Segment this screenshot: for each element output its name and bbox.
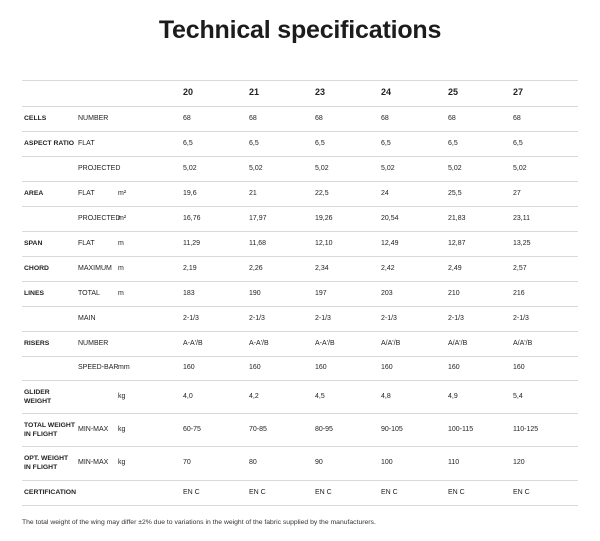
page-title: Technical specifications bbox=[158, 16, 442, 44]
table-cell: 70 bbox=[183, 459, 191, 466]
table-cell: 2,19 bbox=[183, 265, 197, 272]
table-cell: 2,57 bbox=[513, 265, 527, 272]
table-cell: 2,42 bbox=[381, 265, 395, 272]
row-label: GLIDER WEIGHT bbox=[24, 389, 52, 405]
table-cell: EN C bbox=[448, 489, 465, 496]
table-cell: 110 bbox=[448, 459, 460, 466]
table-cell: 23,11 bbox=[513, 215, 530, 222]
size-header-20: 20 bbox=[183, 87, 194, 97]
table-cell: 5,02 bbox=[249, 165, 263, 172]
table-cell: 160 bbox=[381, 364, 393, 371]
table-cell: 5,02 bbox=[183, 165, 197, 172]
table-cell: EN C bbox=[183, 489, 200, 496]
table-cell: 68 bbox=[448, 115, 456, 122]
row-divider bbox=[22, 505, 578, 506]
table-cell: 4,0 bbox=[183, 393, 193, 400]
row-unit: kg bbox=[118, 459, 126, 466]
table-cell: 22,5 bbox=[315, 190, 329, 197]
size-header-25: 25 bbox=[448, 87, 459, 97]
table-cell: 16,76 bbox=[183, 215, 201, 222]
table-cell: 90-105 bbox=[381, 426, 403, 433]
row-divider bbox=[22, 356, 578, 357]
table-cell: 203 bbox=[381, 290, 393, 297]
table-cell: 21,83 bbox=[448, 215, 466, 222]
table-cell: 24 bbox=[381, 190, 389, 197]
row-unit: m bbox=[118, 240, 124, 247]
size-header-24: 24 bbox=[381, 87, 392, 97]
table-cell: 70-85 bbox=[249, 426, 267, 433]
table-cell: 100-115 bbox=[448, 426, 474, 433]
table-cell: A/A'/B bbox=[381, 340, 401, 347]
row-sublabel: MAIN bbox=[78, 315, 96, 322]
size-header-21: 21 bbox=[249, 87, 260, 97]
table-cell: 6,5 bbox=[183, 140, 193, 147]
row-label: RISERS bbox=[24, 340, 50, 347]
row-label: AREA bbox=[24, 190, 44, 197]
table-cell: 20,54 bbox=[381, 215, 399, 222]
table-cell: 19,26 bbox=[315, 215, 333, 222]
table-cell: 4,9 bbox=[448, 393, 458, 400]
row-unit: kg bbox=[118, 393, 126, 400]
row-sublabel: FLAT bbox=[78, 190, 95, 197]
table-cell: A-A'/B bbox=[249, 340, 269, 347]
table-cell: 100 bbox=[381, 459, 393, 466]
size-header-27: 27 bbox=[513, 87, 524, 97]
row-sublabel: SPEED-BAR bbox=[78, 364, 119, 371]
table-cell: 120 bbox=[513, 459, 525, 466]
row-sublabel: MIN-MAX bbox=[78, 426, 109, 433]
table-cell: 27 bbox=[513, 190, 521, 197]
table-cell: A-A'/B bbox=[315, 340, 335, 347]
row-divider bbox=[22, 306, 578, 307]
row-unit: m² bbox=[118, 190, 127, 197]
table-cell: 12,10 bbox=[315, 240, 333, 247]
row-label: CELLS bbox=[24, 115, 47, 122]
row-divider bbox=[22, 80, 578, 81]
table-cell: 5,02 bbox=[381, 165, 395, 172]
row-sublabel: FLAT bbox=[78, 240, 95, 247]
row-divider bbox=[22, 106, 578, 107]
row-label: ASPECT RATIO bbox=[24, 140, 75, 147]
table-cell: 5,02 bbox=[448, 165, 462, 172]
table-cell: 25,5 bbox=[448, 190, 462, 197]
table-cell: 6,5 bbox=[381, 140, 391, 147]
table-cell: 80 bbox=[249, 459, 257, 466]
row-sublabel: FLAT bbox=[78, 140, 95, 147]
row-sublabel: MIN-MAX bbox=[78, 459, 109, 466]
table-cell: 160 bbox=[513, 364, 525, 371]
table-cell: 4,2 bbox=[249, 393, 259, 400]
row-divider bbox=[22, 480, 578, 481]
row-divider bbox=[22, 446, 578, 447]
row-divider bbox=[22, 131, 578, 132]
table-cell: 68 bbox=[249, 115, 257, 122]
row-divider bbox=[22, 181, 578, 182]
table-cell: EN C bbox=[315, 489, 332, 496]
table-cell: 210 bbox=[448, 290, 460, 297]
row-sublabel: PROJECTED bbox=[78, 215, 121, 222]
table-cell: 183 bbox=[183, 290, 195, 297]
table-cell: 197 bbox=[315, 290, 327, 297]
table-cell: 68 bbox=[513, 115, 521, 122]
row-unit: kg bbox=[118, 426, 126, 433]
row-label: TOTAL WEIGHT IN FLIGHT bbox=[24, 422, 75, 438]
table-cell: 12,49 bbox=[381, 240, 399, 247]
row-divider bbox=[22, 256, 578, 257]
table-cell: 2-1/3 bbox=[448, 315, 464, 322]
row-divider bbox=[22, 206, 578, 207]
table-cell: 160 bbox=[315, 364, 327, 371]
table-cell: 160 bbox=[448, 364, 460, 371]
table-cell: 2,34 bbox=[315, 265, 329, 272]
row-unit: mm bbox=[118, 364, 130, 371]
table-cell: A/A'/B bbox=[513, 340, 533, 347]
table-cell: 5,02 bbox=[513, 165, 527, 172]
table-cell: A-A'/B bbox=[183, 340, 203, 347]
table-cell: 68 bbox=[381, 115, 389, 122]
table-cell: 6,5 bbox=[513, 140, 523, 147]
row-label: SPAN bbox=[24, 240, 43, 247]
row-unit: m² bbox=[118, 215, 127, 222]
table-cell: 80-95 bbox=[315, 426, 333, 433]
table-cell: 19,6 bbox=[183, 190, 197, 197]
row-sublabel: TOTAL bbox=[78, 290, 100, 297]
row-label: CHORD bbox=[24, 265, 49, 272]
table-cell: 60-75 bbox=[183, 426, 201, 433]
row-sublabel: PROJECTED bbox=[78, 165, 121, 172]
row-label: OPT. WEIGHT IN FLIGHT bbox=[24, 455, 69, 471]
table-cell: 2-1/3 bbox=[513, 315, 529, 322]
row-unit: m bbox=[118, 290, 124, 297]
table-cell: 11,29 bbox=[183, 240, 200, 247]
table-cell: 90 bbox=[315, 459, 323, 466]
row-divider bbox=[22, 380, 578, 381]
table-cell: 110-125 bbox=[513, 426, 539, 433]
table-cell: 2-1/3 bbox=[183, 315, 199, 322]
table-cell: 216 bbox=[513, 290, 525, 297]
row-divider bbox=[22, 156, 578, 157]
row-divider bbox=[22, 331, 578, 332]
row-divider bbox=[22, 231, 578, 232]
table-cell: 6,5 bbox=[315, 140, 325, 147]
table-cell: 21 bbox=[249, 190, 257, 197]
table-cell: 4,8 bbox=[381, 393, 391, 400]
table-cell: 12,87 bbox=[448, 240, 466, 247]
table-cell: EN C bbox=[249, 489, 266, 496]
table-cell: 5,4 bbox=[513, 393, 523, 400]
table-cell: EN C bbox=[513, 489, 530, 496]
table-cell: 160 bbox=[249, 364, 261, 371]
footnote: The total weight of the wing may differ ±2% due to variations in the weight of the fabric supplied by the manufacturers. bbox=[22, 519, 376, 526]
table-cell: 190 bbox=[249, 290, 261, 297]
table-cell: 2,49 bbox=[448, 265, 462, 272]
row-sublabel: MAXIMUM bbox=[78, 265, 112, 272]
row-label: LINES bbox=[24, 290, 45, 297]
table-cell: A/A'/B bbox=[448, 340, 468, 347]
table-cell: 2,26 bbox=[249, 265, 263, 272]
row-unit: m bbox=[118, 265, 124, 272]
row-divider bbox=[22, 281, 578, 282]
row-sublabel: NUMBER bbox=[78, 340, 109, 347]
table-cell: 17,97 bbox=[249, 215, 267, 222]
table-cell: 68 bbox=[183, 115, 191, 122]
table-cell: 6,5 bbox=[448, 140, 458, 147]
row-sublabel: NUMBER bbox=[78, 115, 109, 122]
table-cell: 68 bbox=[315, 115, 323, 122]
table-cell: 4,5 bbox=[315, 393, 325, 400]
table-cell: 2-1/3 bbox=[249, 315, 265, 322]
size-header-23: 23 bbox=[315, 87, 326, 97]
table-cell: 2-1/3 bbox=[315, 315, 331, 322]
row-divider bbox=[22, 413, 578, 414]
table-cell: 13,25 bbox=[513, 240, 531, 247]
table-cell: 11,68 bbox=[249, 240, 266, 247]
table-cell: 160 bbox=[183, 364, 195, 371]
row-label: CERTIFICATION bbox=[24, 489, 76, 496]
table-cell: 2-1/3 bbox=[381, 315, 397, 322]
table-cell: EN C bbox=[381, 489, 398, 496]
table-cell: 5,02 bbox=[315, 165, 329, 172]
table-cell: 6,5 bbox=[249, 140, 259, 147]
